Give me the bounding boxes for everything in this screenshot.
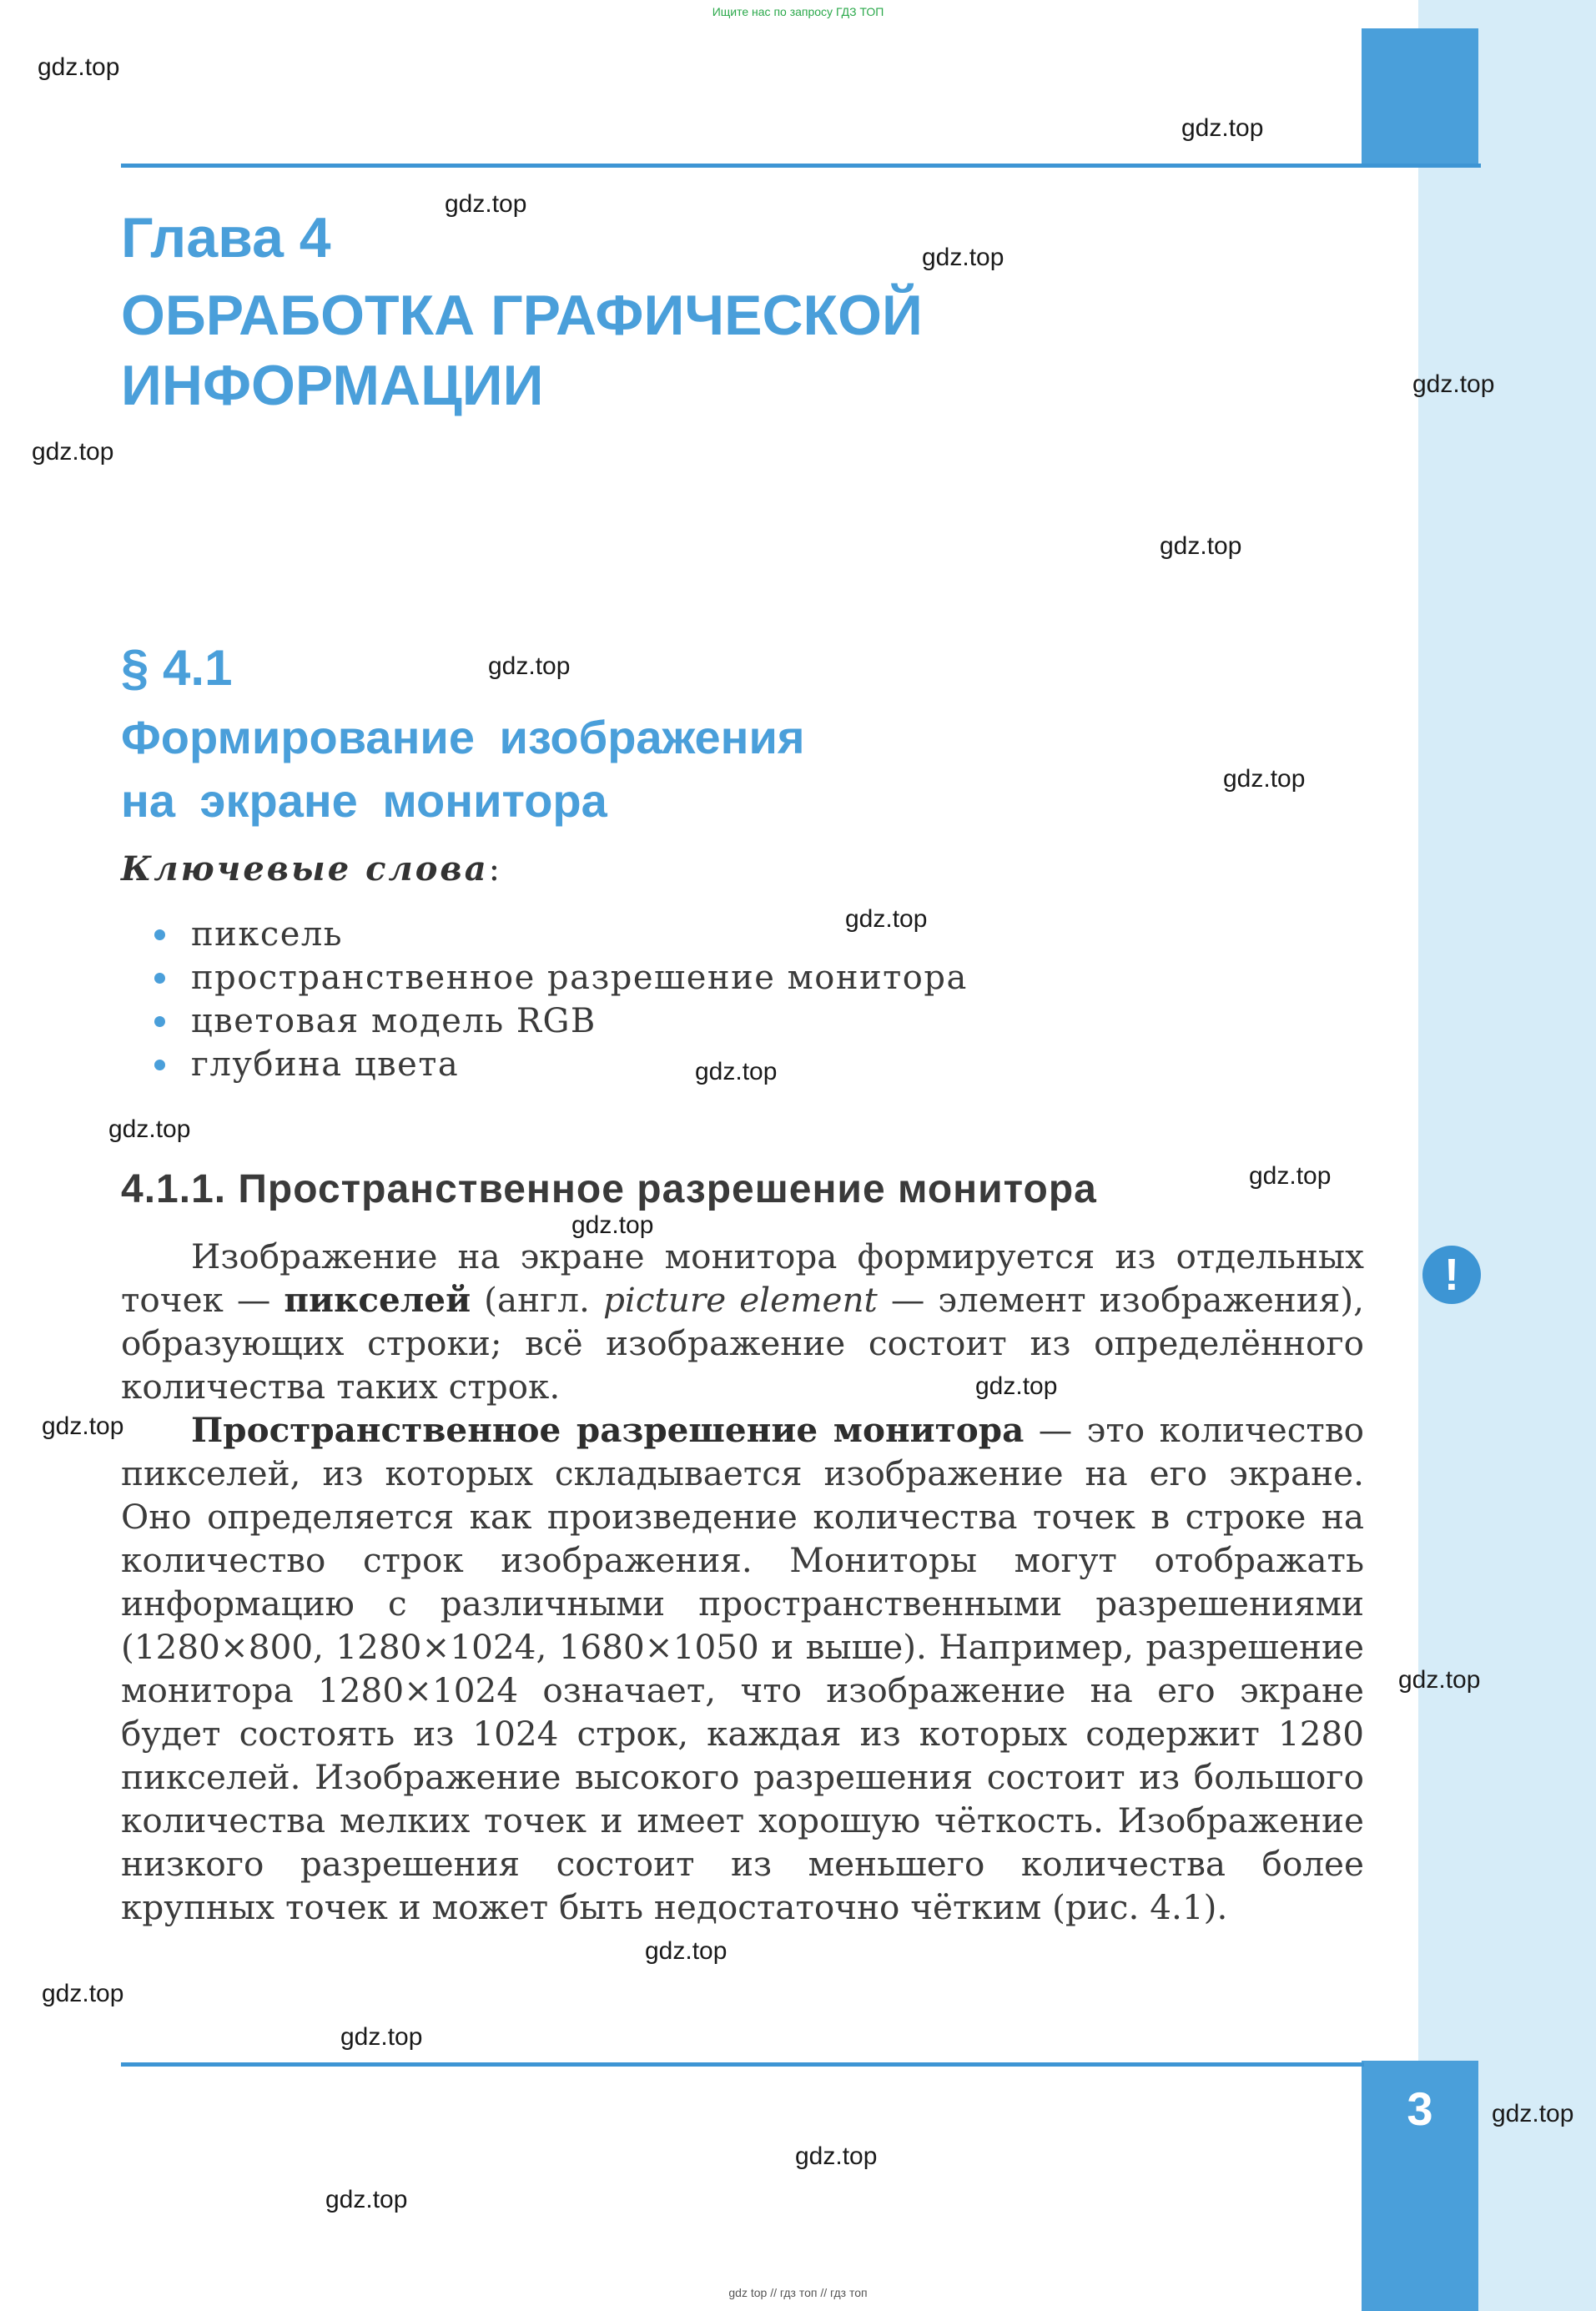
chapter-title-line1: ОБРАБОТКА ГРАФИЧЕСКОЙ <box>121 284 923 347</box>
keyword-item <box>121 1043 968 1086</box>
p1-italic-term: picture element <box>602 1280 878 1320</box>
keyword-text: пиксель <box>191 915 344 954</box>
p1-text: (англ. <box>471 1280 603 1320</box>
watermark: gdz.top <box>1160 532 1242 560</box>
watermark: gdz.top <box>32 438 114 466</box>
section-number: § 4.1 <box>121 640 233 696</box>
watermark: gdz.top <box>1492 2100 1574 2127</box>
watermark: gdz.top <box>1398 1666 1481 1694</box>
watermark: gdz.top <box>38 53 120 81</box>
p2-bold-term: Пространственное разрешение монитора <box>191 1410 1025 1450</box>
keywords-heading <box>121 849 502 889</box>
chapter-tab <box>1362 28 1478 164</box>
bottom-rule <box>121 2062 1364 2067</box>
keywords-list <box>121 913 968 1086</box>
keyword-item <box>121 956 968 999</box>
chapter-label: Глава 4 <box>121 206 331 269</box>
top-rule <box>121 164 1481 168</box>
section-title <box>121 706 1122 833</box>
p1-text: — элемент изображения), образующих строки; всё изображение состоит из определённого количества таких строк. <box>121 1280 1364 1407</box>
keyword-text: пространственное разрешение монитора <box>191 959 968 997</box>
bottom-note: gdz top // гдз топ // гдз топ <box>728 2286 868 2299</box>
watermark: gdz.top <box>922 244 1004 271</box>
watermark: gdz.top <box>445 190 527 218</box>
p1-text: Изображение на экране монитора формируется из отдельных точек — <box>121 1236 1364 1320</box>
bullet-icon <box>154 1016 165 1027</box>
watermark: gdz.top <box>695 1058 778 1085</box>
p1-bold-term: пикселей <box>284 1280 471 1320</box>
watermark: gdz.top <box>488 652 571 680</box>
page-number: 3 <box>1407 2082 1433 2135</box>
watermark: gdz.top <box>1412 370 1495 398</box>
chapter-title-line2: ИНФОРМАЦИИ <box>121 354 544 417</box>
watermark: gdz.top <box>325 2186 408 2213</box>
watermark: gdz.top <box>795 2142 878 2170</box>
keyword-item <box>121 913 968 956</box>
watermark: gdz.top <box>108 1115 191 1143</box>
paragraph-2 <box>121 1408 1364 1929</box>
watermark: gdz.top <box>975 1372 1058 1400</box>
body-text <box>121 1235 1364 1929</box>
watermark: gdz.top <box>645 1937 728 1965</box>
watermark: gdz.top <box>845 905 928 933</box>
paragraph-1 <box>121 1235 1364 1408</box>
bullet-icon <box>154 929 165 940</box>
chapter-title <box>121 280 1122 420</box>
watermark: gdz.top <box>1249 1162 1332 1190</box>
p2-text: — это количество пикселей, из которых складывается изображение на его экране. Оно определяется как произведение количества точек в строке на количество строк изображения. Мониторы могут отображать информацию с различными пространственными разрешениями (1280×800, 1280×1024, 1680×1050 и выше). Например, разрешение монитора 1280×1024 означает, что изображение на его экране будет состоять из 1024 строк, каждая из которых содержит 1280 пикселей. Изображение высокого разрешения состоит из большого количества мелких точек и имеет хорошую чёткость. Изображение низкого разрешения состоит из меньшего количества более крупных точек и может быть недостаточно чётким (рис. 4.1). <box>121 1410 1364 1927</box>
watermark: gdz.top <box>42 1980 124 2007</box>
keyword-text: цветовая модель RGB <box>191 1002 597 1040</box>
watermark: gdz.top <box>340 2023 423 2051</box>
watermark: gdz.top <box>571 1211 654 1239</box>
bullet-icon <box>154 973 165 984</box>
watermark: gdz.top <box>1223 765 1306 793</box>
watermark: gdz.top <box>42 1412 124 1440</box>
keyword-item <box>121 999 968 1043</box>
section-title-line2: на экране монитора <box>121 774 607 827</box>
watermark: gdz.top <box>1181 114 1264 142</box>
side-strip <box>1418 0 1596 2311</box>
exclamation-icon: ! <box>1422 1246 1481 1304</box>
subsection-heading: 4.1.1. Пространственное разрешение монитора <box>121 1167 1097 1211</box>
bullet-icon <box>154 1060 165 1070</box>
keyword-text: глубина цвета <box>191 1045 460 1084</box>
keywords-heading-text: Ключевые слова <box>121 849 489 889</box>
section-title-line1: Формирование изображения <box>121 711 805 763</box>
top-note: Ищите нас по запросу ГДЗ ТОП <box>712 5 884 18</box>
keywords-colon: : <box>488 850 503 889</box>
